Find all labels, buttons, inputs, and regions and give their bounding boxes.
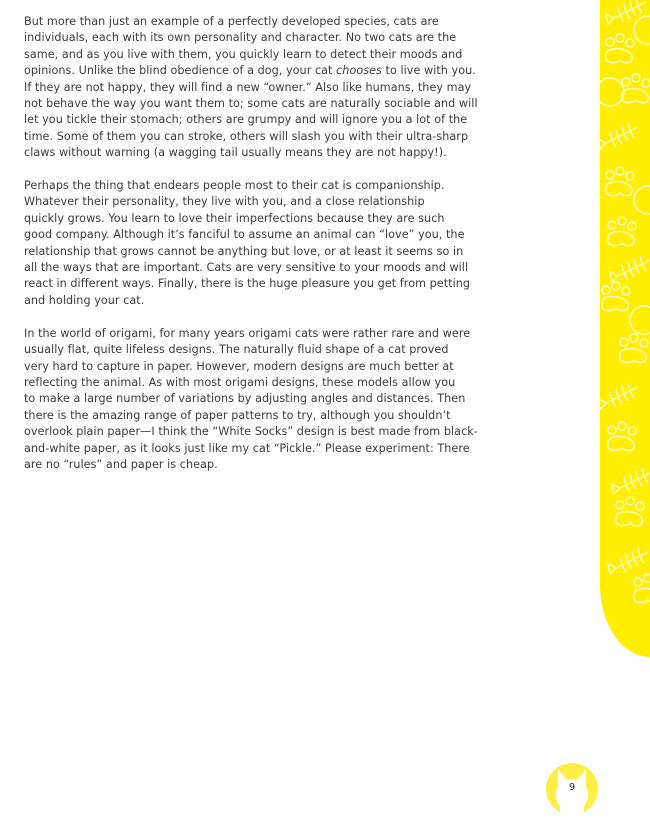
paw-print-icon <box>608 422 636 451</box>
paw-print-icon <box>608 217 636 246</box>
text-line: to make a large number of variations by adjusting angles and distances. Then <box>24 392 466 406</box>
paw-print-icon <box>602 282 630 311</box>
fish-bone-icon <box>600 123 638 149</box>
text-line: individuals, each with its own personality and character. No two cats are the <box>24 31 457 45</box>
text-line: very hard to capture in paper. However, modern designs are much better at <box>24 359 454 373</box>
text-line: overlook plain paper—I think the “White Socks” design is best made from black- <box>24 425 478 439</box>
text-line: usually flat, quite lifeless designs. The naturally fluid shape of a cat proved <box>24 343 449 357</box>
text-line: there is the amazing range of paper patterns to try, although you shouldn’t <box>24 408 451 422</box>
text-line: same, and as you live with them, you quickly learn to detect their moods and <box>24 47 463 61</box>
text-line: reflecting the animal. As with most origami designs, these models allow you <box>24 375 456 389</box>
text-line: quickly grows. You learn to love their imperfections because they are such <box>24 211 445 225</box>
paw-print-icon <box>622 74 650 103</box>
fish-bone-icon <box>600 383 638 409</box>
emphasis-chooses: chooses <box>336 64 382 78</box>
paw-and-fishbone-pattern <box>600 0 650 657</box>
fish-bone-icon <box>606 0 646 24</box>
paragraph-cats-individuals <box>24 14 544 162</box>
paw-pad-icon <box>634 16 650 44</box>
paw-pad-icon <box>600 78 624 106</box>
page-number: 9 <box>568 782 576 793</box>
text-run: to live with you. <box>381 64 476 78</box>
paw-pad-icon <box>630 306 650 334</box>
fish-bone-icon <box>608 548 648 574</box>
text-line: all the ways that are important. Cats are very sensitive to your moods and will <box>24 261 469 275</box>
text-line: good company. Although it’s fanciful to assume an animal can “love” you, the <box>24 228 465 242</box>
text-line <box>24 63 544 79</box>
text-line: In the world of origami, for many years origami cats were rather rare and were <box>24 326 471 340</box>
paragraph-companionship <box>24 178 544 309</box>
text-line: and-white paper, as it looks just like my cat “Pickle.” Please experiment: There <box>24 441 470 455</box>
fish-bone-icon <box>612 468 650 494</box>
text-line: not behave the way you want them to; some cats are naturally sociable and will <box>24 97 478 111</box>
paw-print-icon <box>620 334 648 363</box>
paw-print-icon <box>606 167 634 196</box>
text-line: Perhaps the thing that endears people most to their cat is companionship. <box>24 179 445 193</box>
paragraph-origami-cats <box>24 326 544 474</box>
text-line: are no “rules” and paper is cheap. <box>24 457 218 471</box>
text-line: But more than just an example of a perfectly developed species, cats are <box>24 15 439 28</box>
text-line: and holding your cat. <box>24 293 145 307</box>
paw-print-icon <box>616 497 644 526</box>
decorative-side-band <box>600 0 650 657</box>
text-run: opinions. Unlike the blind obedience of a dog, your cat <box>24 64 337 78</box>
text-line: react in different ways. Finally, there is the huge pleasure you get from petting <box>24 277 471 291</box>
text-line: claws without warning (a wagging tail usually means they are not happy!). <box>24 146 447 160</box>
page-number-badge <box>546 763 598 815</box>
body-text <box>24 14 544 490</box>
paw-print-icon <box>634 574 650 603</box>
paw-print-icon <box>606 34 634 63</box>
text-line: let you tickle their stomach; others are grumpy and will ignore you a lot of the <box>24 113 468 127</box>
paw-pad-icon <box>634 186 650 214</box>
text-line: relationship that grows cannot be anything but love, or at least it seems so in <box>24 244 464 258</box>
text-line: Whatever their personality, they live with you, and a close relationship <box>24 195 425 209</box>
text-line: time. Some of them you can stroke, others will slash you with their ultra-sharp <box>24 129 469 143</box>
text-line: If they are not happy, they will find a new “owner.” Also like humans, they may <box>24 80 472 94</box>
fish-bone-icon <box>610 256 650 282</box>
